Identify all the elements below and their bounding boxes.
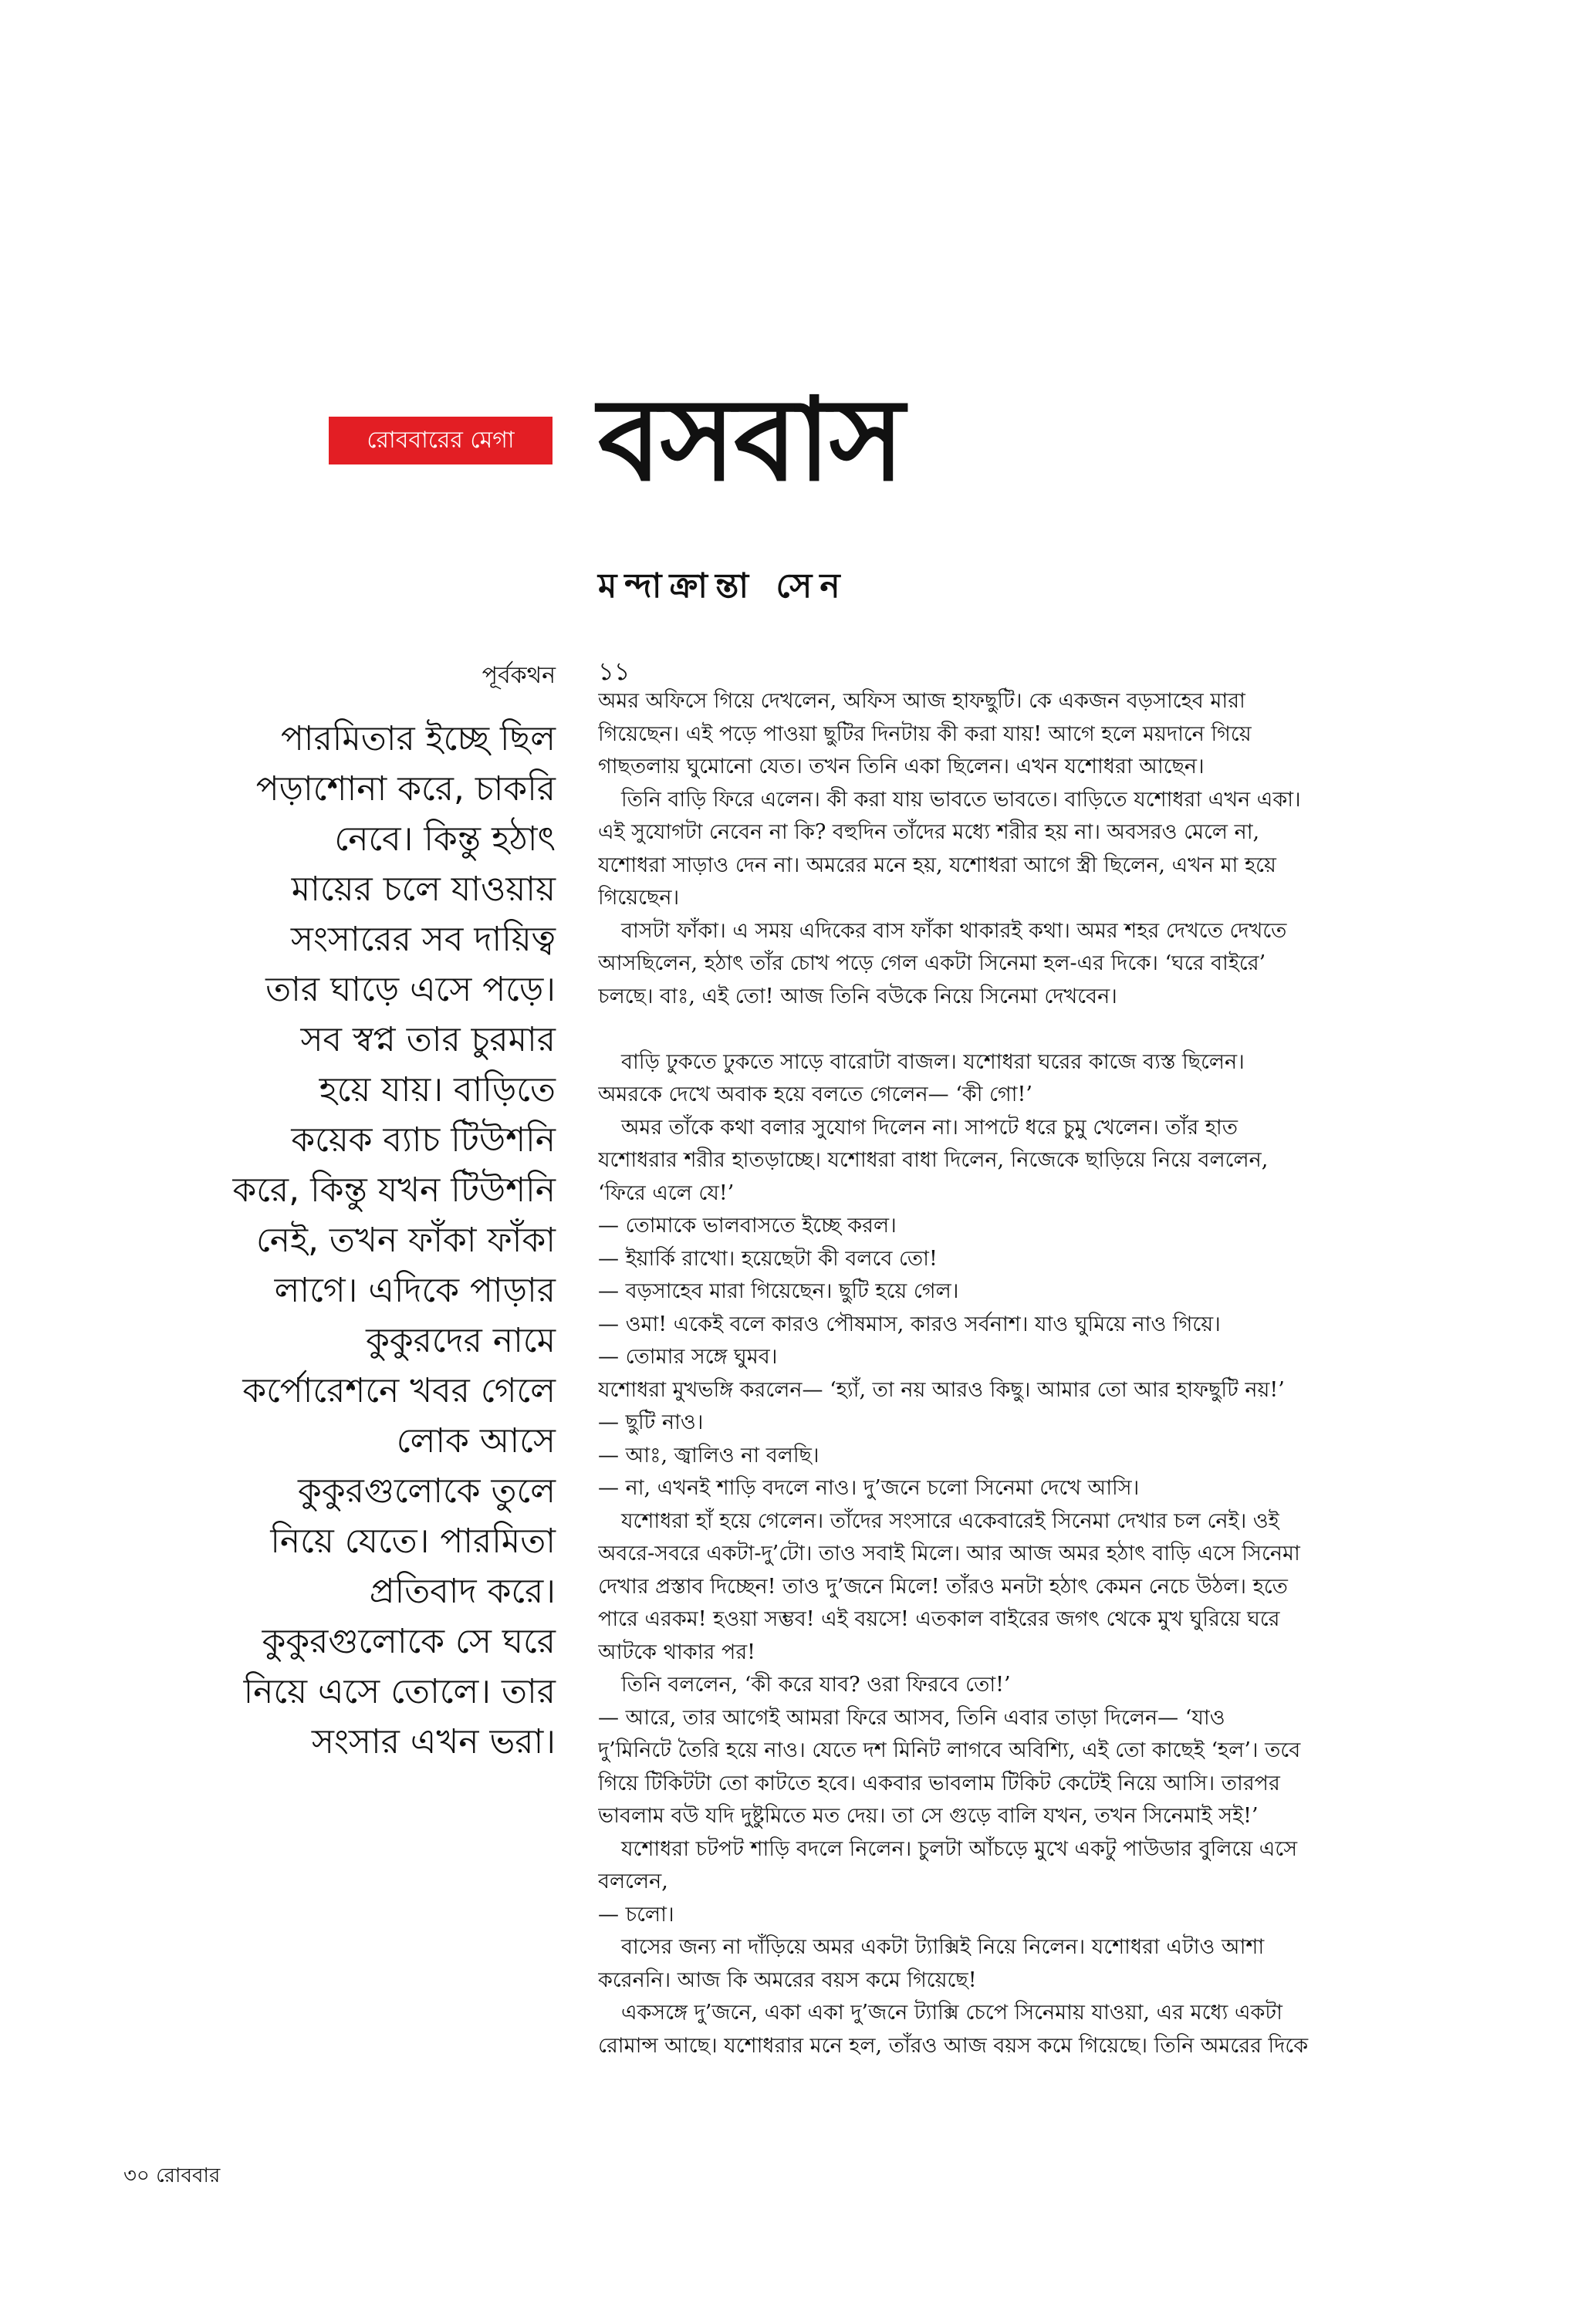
- magazine-name: রোববার: [156, 2164, 221, 2187]
- page-number: ৩০: [123, 2164, 150, 2187]
- story-line: যশোধরা সাড়াও দেন না। অমরের মনে হয়, যশোধরা আগে স্ত্রী ছিলেন, এখন মা হয়ে: [598, 853, 1276, 877]
- story-line: গিয়ে টিকিটটা তো কাটতে হবে। একবার ভাবলাম টিকিট কেটেই নিয়ে আসি। তারপর: [598, 1771, 1280, 1795]
- summary-text: [123, 714, 556, 1948]
- story-line: গাছতলায় ঘুমোনো যেত। তখন তিনি একা ছিলেন। এখন যশোধরা আছেন।: [598, 755, 1205, 779]
- summary-line: সংসার এখন ভরা।: [311, 1722, 556, 1762]
- story-line: — তোমার সঙ্গে ঘুমব।: [598, 1345, 778, 1369]
- section-badge: রোববারের মেগা: [329, 417, 553, 464]
- story-line: — আঃ, জ্বালিও না বলছি।: [598, 1443, 819, 1468]
- summary-line: সংসারের সব দায়িত্ব: [290, 920, 556, 959]
- summary-line: নেবে। কিন্তু হঠাৎ: [334, 819, 556, 859]
- summary-line: পড়াশোনা করে, চাকরি: [255, 769, 556, 809]
- story-line: বললেন,: [598, 1870, 668, 1893]
- story-line: — ইয়ার্কি রাখো। হয়েছেটা কী বলবে তো!: [598, 1246, 938, 1271]
- paragraph-gap: [598, 1013, 1470, 1046]
- story-line: আসছিলেন, হঠাৎ তাঁর চোখ পড়ে গেল একটা সিনেমা হল-এর দিকে। ‘ঘরে বাইরে’: [598, 951, 1266, 975]
- story-line: দেখার প্রস্তাব দিচ্ছেন! তাও দু’জনে মিলে! তাঁরও মনটা হঠাৎ কেমন নেচে উঠল। হতে: [598, 1574, 1288, 1599]
- author-name: মন্দাক্রান্তা সেন: [598, 566, 848, 606]
- summary-line: মায়ের চলে যাওয়ায়: [291, 870, 556, 909]
- summary-line: সব স্বপ্ন তার চুরমার: [300, 1020, 556, 1059]
- summary-line: কুকুরগুলোকে সে ঘরে: [262, 1622, 556, 1661]
- chapter-number: ১১: [598, 657, 630, 686]
- story-line: গিয়েছেন।: [598, 886, 680, 910]
- story-line: আটকে থাকার পর!: [598, 1640, 756, 1664]
- story-line: দু’মিনিটে তৈরি হয়ে নাও। যেতে দশ মিনিট লাগবে অবিশ্যি, এই তো কাছেই ‘হল’। তবে: [598, 1738, 1301, 1762]
- story-line: বাসটা ফাঁকা। এ সময় এদিকের বাস ফাঁকা থাকারই কথা। অমর শহর দেখতে দেখতে: [621, 918, 1287, 943]
- story-line: একসঙ্গে দু’জনে, একা একা দু’জনে ট্যাক্সি চেপে সিনেমায় যাওয়া, এর মধ্যে একটা: [621, 2001, 1282, 2025]
- story-line: — আরে, তার আগেই আমরা ফিরে আসব, তিনি এবার তাড়া দিলেন— ‘যাও: [598, 1705, 1225, 1730]
- summary-line: কুকুরগুলোকে তুলে: [298, 1471, 556, 1511]
- story-line: যশোধরা হাঁ হয়ে গেলেন। তাঁদের সংসারে একেবারেই সিনেমা দেখার চল নেই। ওই: [621, 1508, 1279, 1533]
- story-line: অমরকে দেখে অবাক হয়ে বলতে গেলেন— ‘কী গো!’: [598, 1083, 1032, 1106]
- story-line: যশোধরার শরীর হাতড়াচ্ছে। যশোধরা বাধা দিলেন, নিজেকে ছাড়িয়ে নিয়ে বললেন,: [598, 1148, 1269, 1172]
- story-line: অবরে-সবরে একটা-দু’টো। তাও সবাই মিলে। আর আজ অমর হঠাৎ বাড়ি এসে সিনেমা: [598, 1542, 1300, 1566]
- story-line: বাড়ি ঢুকতে ঢুকতে সাড়ে বারোটা বাজল। যশোধরা ঘরের কাজে ব্যস্ত ছিলেন।: [621, 1049, 1245, 1074]
- summary-line: তার ঘাড়ে এসে পড়ে।: [265, 970, 556, 1009]
- summary-line: পারমিতার ইচ্ছে ছিল: [280, 719, 556, 758]
- story-line: চলছে। বাঃ, এই তো! আজ তিনি বউকে নিয়ে সিনেমা দেখবেন।: [598, 984, 1117, 1008]
- story-title: বসবাস: [598, 373, 904, 506]
- story-line: — চলো।: [598, 1902, 674, 1927]
- story-line: অমর অফিসে গিয়ে দেখলেন, অফিস আজ হাফছুটি। কে একজন বড়সাহেব মারা: [598, 689, 1245, 713]
- story-line: বাসের জন্য না দাঁড়িয়ে অমর একটা ট্যাক্সিই নিয়ে নিলেন। যশোধরা এটাও আশা: [621, 1935, 1265, 1959]
- summary-line: প্রতিবাদ করে।: [369, 1572, 556, 1611]
- story-line: করেননি। আজ কি অমরের বয়স কমে গিয়েছে!: [598, 1968, 977, 1992]
- story-line: — বড়সাহেব মারা গিয়েছেন। ছুটি হয়ে গেল।: [598, 1279, 959, 1303]
- summary-line: নিয়ে এসে তোলে। তার: [243, 1672, 556, 1711]
- summary-heading: পূর্বকথন: [482, 662, 556, 689]
- story-line: — ছুটি নাও।: [598, 1410, 704, 1434]
- story-line: রোমান্স আছে। যশোধরার মনে হল, তাঁরও আজ বয়স কমে গিয়েছে। তিনি অমরের দিকে: [598, 2033, 1309, 2058]
- summary-line: লাগে। এদিকে পাড়ার: [274, 1271, 556, 1310]
- page-footer: [123, 2160, 355, 2191]
- summary-line: কুকুরদের নামে: [366, 1321, 556, 1360]
- story-line: অমর তাঁকে কথা বলার সুযোগ দিলেন না। সাপটে ধরে চুমু খেলেন। তাঁর হাত: [621, 1115, 1238, 1140]
- story-line: যশোধরা মুখভঙ্গি করলেন— ‘হ্যাঁ, তা নয় আরও কিছু। আমার তো আর হাফছুটি নয়!’: [598, 1377, 1285, 1402]
- story-line: যশোধরা চটপট শাড়ি বদলে নিলেন। চুলটা আঁচড়ে মুখে একটু পাউডার বুলিয়ে এসে: [621, 1836, 1298, 1861]
- summary-line: হয়ে যায়। বাড়িতে: [319, 1070, 556, 1110]
- story-line: — না, এখনই শাড়ি বদলে নাও। দু’জনে চলো সিনেমা দেখে আসি।: [598, 1476, 1140, 1500]
- summary-line: করে, কিন্তু যখন টিউশনি: [232, 1170, 556, 1210]
- summary-line: লোক আসে: [396, 1421, 556, 1461]
- story-line: তিনি বাড়ি ফিরে এলেন। কী করা যায় ভাবতে ভাবতে। বাড়িতে যশোধরা এখন একা।: [621, 787, 1301, 812]
- story-line: — ওমা! একেই বলে কারও পৌষমাস, কারও সর্বনাশ। যাও ঘুমিয়ে নাও গিয়ে।: [598, 1312, 1221, 1336]
- story-line: ‘ফিরে এলে যে!’: [598, 1181, 735, 1205]
- summary-line: কয়েক ব্যাচ টিউশনি: [291, 1120, 556, 1160]
- story-line: গিয়েছেন। এই পড়ে পাওয়া ছুটির দিনটায় কী করা যায়! আগে হলে ময়দানে গিয়ে: [598, 721, 1252, 746]
- summary-line: নেই, তখন ফাঁকা ফাঁকা: [255, 1221, 556, 1260]
- summary-line: নিয়ে যেতে। পারমিতা: [270, 1522, 556, 1561]
- story-line: এই সুযোগটা নেবেন না কি? বহুদিন তাঁদের মধ্যে শরীর হয় না। অবসরও মেলে না,: [598, 820, 1260, 844]
- summary-line: কর্পোরেশনে খবর গেলে: [242, 1371, 556, 1410]
- story-line: — তোমাকে ভালবাসতে ইচ্ছে করল।: [598, 1214, 897, 1238]
- story-line: পারে এরকম! হওয়া সম্ভব! এই বয়সে! এতকাল বাইরের জগৎ থেকে মুখ ঘুরিয়ে ঘরে: [598, 1607, 1280, 1631]
- story-line: তিনি বললেন, ‘কী করে যাব? ওরা ফিরবে তো!’: [621, 1673, 1011, 1697]
- story-line: ভাবলাম বউ যদি দুষ্টুমিতে মত দেয়। তা সে গুড়ে বালি যখন, তখন সিনেমাই সই!’: [598, 1804, 1259, 1828]
- story-body: [598, 685, 1470, 2151]
